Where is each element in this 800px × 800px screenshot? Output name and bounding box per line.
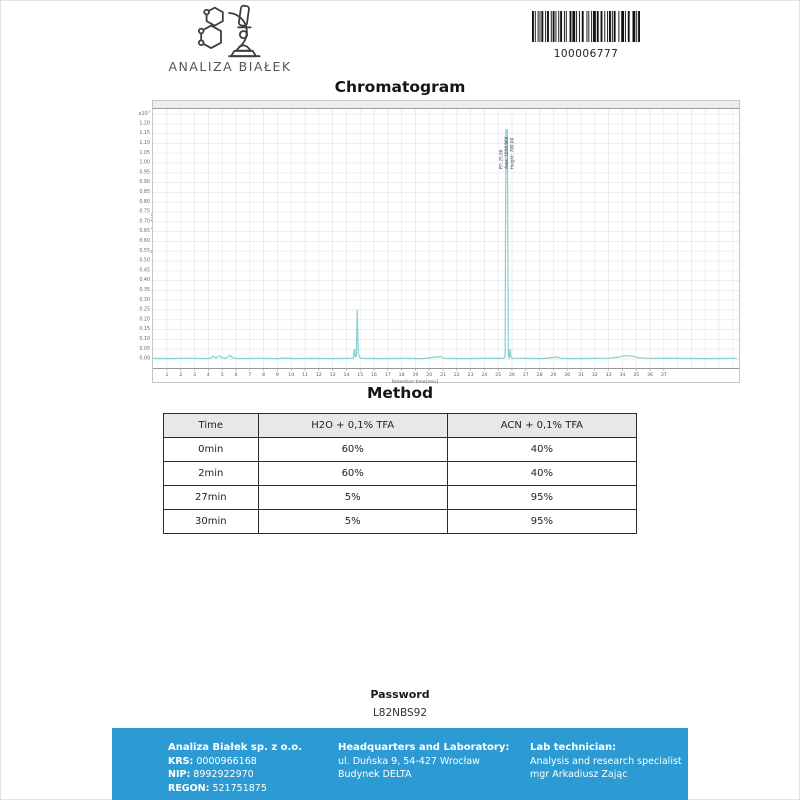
svg-text:1.20: 1.20 [139,121,150,127]
svg-text:21: 21 [440,373,446,378]
svg-text:10: 10 [288,373,295,378]
table-row [164,438,637,462]
svg-text:Retention time[min]: Retention time[min] [391,379,439,384]
svg-text:0.00: 0.00 [139,356,150,362]
svg-text:6: 6 [234,373,238,378]
svg-text:0.30: 0.30 [139,297,150,303]
barcode-icon [531,11,641,42]
svg-text:Area: 1056.960: Area: 1056.960 [504,136,510,169]
cell-acn: 95% [447,510,636,534]
footer-regon [168,782,302,796]
cell-h2o: 60% [258,438,447,462]
chart-frame [152,100,740,383]
svg-text:0.05: 0.05 [139,346,150,352]
svg-text:9: 9 [275,373,279,378]
svg-text:29: 29 [550,373,557,378]
nip-label: NIP: [168,769,191,780]
svg-text:4: 4 [206,373,210,378]
table-row [164,510,637,534]
headquarters-address-line1: ul. Duńska 9, 54-427 Wrocław [338,755,480,767]
cell-time: 30min [164,510,259,534]
svg-text:0.70: 0.70 [139,219,150,225]
svg-text:23: 23 [467,373,474,378]
footer-bar [112,728,688,800]
svg-text:1: 1 [165,373,169,378]
svg-text:22: 22 [453,373,460,378]
microscope-molecules-icon [180,4,280,58]
headquarters-title: Headquarters and Laboratory: [338,742,510,753]
table-row [164,462,637,486]
svg-text:0.80: 0.80 [139,199,150,205]
svg-text:35: 35 [633,373,640,378]
chromatogram-title: Chromatogram [334,78,466,96]
svg-text:0.10: 0.10 [139,337,150,342]
cell-h2o: 5% [258,510,447,534]
svg-text:11: 11 [302,373,308,378]
nip-value: 8992922970 [193,769,254,780]
footer-headquarters-block [338,741,509,782]
footer-krs [168,755,302,769]
svg-text:7: 7 [248,373,252,378]
svg-text:3: 3 [193,373,197,378]
chromatogram-chart [126,100,742,384]
svg-text:1.00: 1.00 [139,160,150,166]
svg-text:0.90: 0.90 [139,180,150,186]
barcode [527,11,645,60]
svg-text:13: 13 [329,373,336,378]
cell-h2o: 60% [258,462,447,486]
svg-text:32: 32 [591,373,598,378]
svg-text:1.05: 1.05 [139,150,150,156]
svg-text:18: 18 [398,373,405,378]
svg-text:0.35: 0.35 [139,288,150,293]
column-header-time: Time [164,414,259,438]
svg-text:37: 37 [660,373,667,378]
svg-text:26: 26 [509,373,515,378]
company-logo [160,4,300,74]
footer-technician-block [530,741,682,782]
svg-text:0.50: 0.50 [139,258,150,264]
svg-text:25: 25 [495,373,502,378]
svg-text:20: 20 [426,373,433,378]
svg-text:0.25: 0.25 [139,307,150,313]
svg-text:30: 30 [564,373,571,378]
password-value: L82NBS92 [372,707,428,719]
cell-acn: 40% [447,462,636,486]
svg-text:33: 33 [605,373,612,378]
krs-label: KRS: [168,755,194,767]
svg-text:Height: 780.00: Height: 780.00 [509,137,515,169]
svg-text:0.95: 0.95 [139,170,150,176]
svg-text:0.20: 0.20 [139,317,150,323]
svg-text:0.60: 0.60 [139,239,150,244]
footer-company-block [168,741,302,795]
svg-text:1.15: 1.15 [139,131,150,137]
svg-text:19: 19 [412,373,419,378]
method-table [163,413,637,534]
svg-text:17: 17 [384,373,391,378]
company-logo-text: ANALIZA BIAŁEK [168,59,292,74]
svg-text:1.10: 1.10 [139,141,150,146]
technician-title: Lab technician: [530,742,617,753]
svg-text:2: 2 [179,373,183,378]
svg-text:14: 14 [343,373,350,378]
technician-role: Analysis and research specialist [530,755,682,767]
svg-text:x107: $x10^7$ [138,110,150,117]
svg-text:31: 31 [578,373,584,378]
chart-header-strip [153,101,739,109]
svg-text:36: 36 [647,373,653,378]
technician-name: mgr Arkadiusz Zając [530,769,628,780]
y-axis-tick-labels [126,100,152,383]
column-header-h2o: H2O + 0,1% TFA [258,414,447,438]
svg-text:5: 5 [220,373,224,378]
cell-time: 0min [164,438,259,462]
password-label: Password [370,688,430,701]
regon-value: 521751875 [212,782,267,794]
barcode-number: 100006777 [553,48,619,60]
svg-text:15: 15 [357,373,364,378]
krs-value: 0000966168 [196,755,257,767]
svg-text:0.45: 0.45 [139,268,150,274]
svg-text:24: 24 [481,373,488,378]
password-section [0,688,800,719]
cell-time: 2min [164,462,259,486]
svg-text:27: 27 [522,373,529,378]
cell-acn: 40% [447,438,636,462]
svg-text:28: 28 [536,373,543,378]
footer-company-name: Analiza Białek sp. z o.o. [168,742,302,753]
svg-text:34: 34 [619,373,626,378]
method-title: Method [366,384,434,402]
svg-text:RT: 25.60: RT: 25.60 [498,149,504,169]
regon-label: REGON: [168,782,210,794]
svg-text:0.15: 0.15 [139,327,150,333]
column-header-acn: ACN + 0,1% TFA [447,414,636,438]
table-row [164,486,637,510]
method-table-header-row [164,414,637,438]
cell-time: 27min [164,486,259,510]
svg-text:16: 16 [371,373,377,378]
svg-text:0.65: 0.65 [139,229,150,235]
footer-nip [168,768,302,782]
cell-h2o: 5% [258,486,447,510]
svg-text:0.55: 0.55 [139,248,150,254]
headquarters-address-line2: Budynek DELTA [338,769,412,780]
svg-text:8: 8 [262,373,266,378]
chromatogram-plot [153,109,739,384]
svg-text:12: 12 [315,373,322,378]
svg-text:0.75: 0.75 [139,209,150,215]
svg-text:0.40: 0.40 [139,278,150,284]
svg-text:0.85: 0.85 [139,190,150,195]
cell-acn: 95% [447,486,636,510]
